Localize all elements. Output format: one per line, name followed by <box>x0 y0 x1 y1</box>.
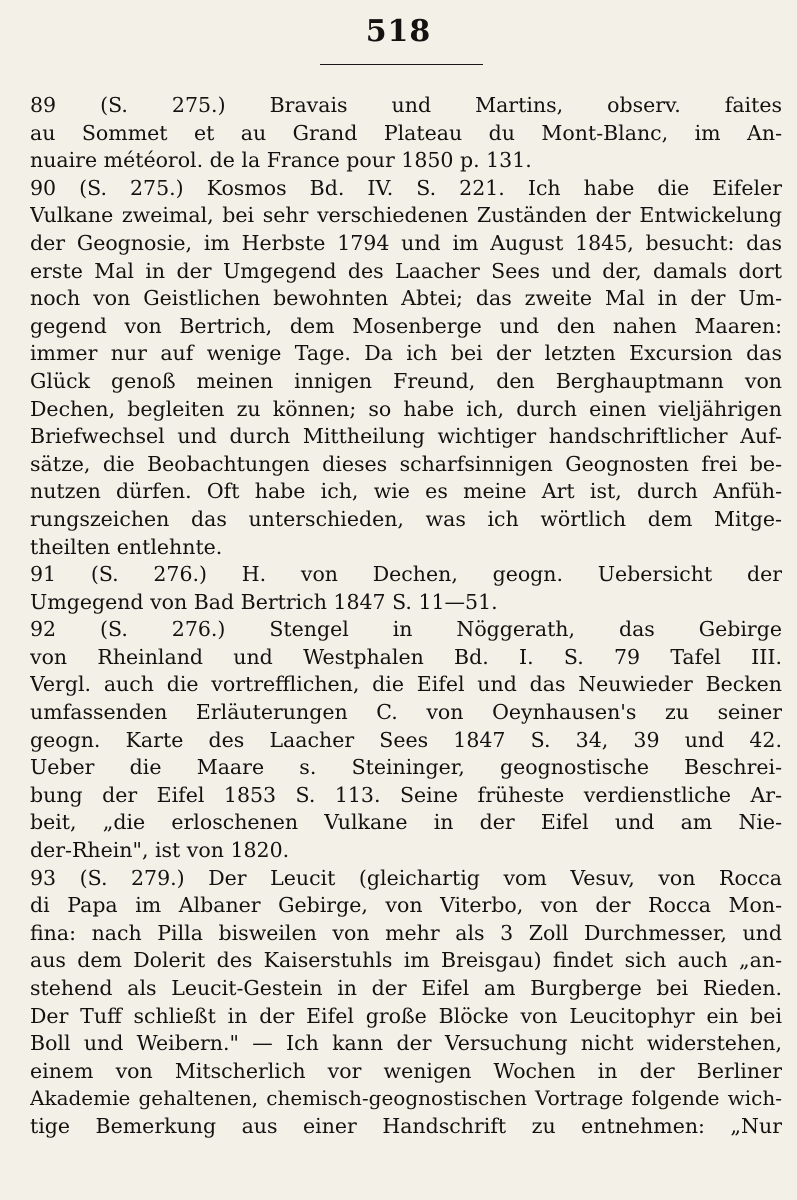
text-line: Briefwechsel und durch Mittheilung wichtiger handschriftlicher Auf- <box>30 424 782 449</box>
page-number: 518 <box>365 14 432 49</box>
text-line: Vulkane zweimal, bei sehr verschiedenen Zuständen der Entwickelung <box>30 203 782 228</box>
text-line: der Geognosie, im Herbste 1794 und im August 1845, besucht: das <box>30 230 782 255</box>
text-line: aus dem Dolerit des Kaiserstuhls im Breisgau) findet sich auch „an- <box>30 948 782 973</box>
text-line: nutzen dürfen. Oft habe ich, wie es meine Art ist, durch Anfüh- <box>30 479 782 504</box>
text-line: Vergl. auch die vortrefflichen, die Eifel und das Neuwieder Becken <box>30 672 782 697</box>
text-line: Umgegend von Bad Bertrich 1847 S. 11—51. <box>30 589 498 614</box>
text-line: di Papa im Albaner Gebirge, von Viterbo, von der Rocca Mon- <box>30 893 782 918</box>
text-line: einem von Mitscherlich vor wenigen Wochen in der Berliner <box>30 1058 782 1083</box>
text-line: tige Bemerkung aus einer Handschrift zu entnehmen: „Nur <box>30 1113 782 1138</box>
text-line: der-Rhein", ist von 1820. <box>30 838 290 863</box>
text-line: rungszeichen das unterschieden, was ich wörtlich dem Mitge- <box>30 506 782 531</box>
text-line: 90 (S. 275.) Kosmos Bd. IV. S. 221. Ich habe die Eifeler <box>30 175 782 200</box>
text-line: Ueber die Maare s. Steininger, geognostische Beschrei- <box>30 755 782 780</box>
text-line: noch von Geistlichen bewohnten Abtei; das zweite Mal in der Um- <box>30 286 782 311</box>
text-line: Akademie gehaltenen, chemisch-geognostischen Vortrage folgende wich- <box>30 1086 782 1111</box>
footnote-text <box>30 92 782 1141</box>
text-line: beit, „die erloschenen Vulkane in der Eifel und am Nie- <box>30 810 782 835</box>
text-line: stehend als Leucit-Gestein in der Eifel am Burgberge bei Rieden. <box>30 976 782 1000</box>
text-line: Boll und Weibern." — Ich kann der Versuchung nicht widerstehen, <box>30 1031 782 1056</box>
text-line: erste Mal in der Umgegend des Laacher Sees und der, damals dort <box>30 258 782 283</box>
text-line: sätze, die Beobachtungen dieses scharfsinnigen Geognosten frei be- <box>30 451 782 476</box>
text-line: nuaire météorol. de la France pour 1850 p. 131. <box>30 148 532 173</box>
text-line: 92 (S. 276.) Stengel in Nöggerath, das Gebirge <box>30 617 782 642</box>
text-line: fina: nach Pilla bisweilen von mehr als 3 Zoll Durchmesser, und <box>30 920 782 945</box>
text-line: 91 (S. 276.) H. von Dechen, geogn. Uebersicht der <box>30 562 782 587</box>
text-line: theilten entlehnte. <box>30 534 223 559</box>
text-line: bung der Eifel 1853 S. 113. Seine früheste verdienstliche Ar- <box>30 782 782 807</box>
text-line: von Rheinland und Westphalen Bd. I. S. 79 Tafel III. <box>30 644 782 669</box>
text-line: 89 (S. 275.) Bravais und Martins, observ. faites <box>30 93 782 117</box>
header-rule <box>320 64 483 65</box>
text-line: Glück genoß meinen innigen Freund, den Berghauptmann von <box>30 368 782 393</box>
text-line: geogn. Karte des Laacher Sees 1847 S. 34, 39 und 42. <box>30 727 782 752</box>
text-line: Dechen, begleiten zu können; so habe ich, durch einen vieljährigen <box>30 396 782 421</box>
text-line: gegend von Bertrich, dem Mosenberge und den nahen Maaren: <box>30 313 782 338</box>
text-line: 93 (S. 279.) Der Leucit (gleichartig vom Vesuv, von Rocca <box>30 865 782 890</box>
text-line: immer nur auf wenige Tage. Da ich bei der letzten Excursion das <box>30 341 782 366</box>
text-line: Der Tuff schließt in der Eifel große Blöcke von Leucitophyr ein bei <box>30 1003 782 1028</box>
text-line: au Sommet et au Grand Plateau du Mont-Blanc, im An- <box>30 120 782 145</box>
text-line: umfassenden Erläuterungen C. von Oeynhausen's zu seiner <box>30 700 782 725</box>
